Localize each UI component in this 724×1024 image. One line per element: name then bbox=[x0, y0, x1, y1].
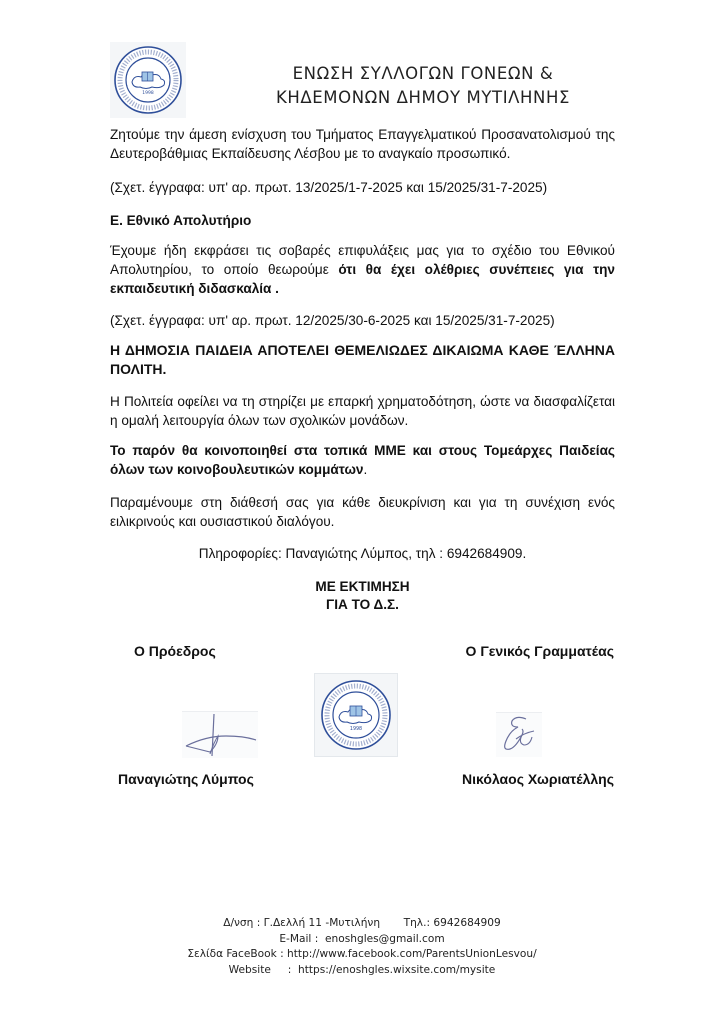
contact-info: Πληροφορίες: Παναγιώτης Λύμπος, τηλ : 6942684909. bbox=[198, 546, 527, 561]
signature-icon bbox=[496, 713, 542, 757]
president-name: Παναγιώτης Λύμπος bbox=[118, 771, 254, 787]
secretary-signature bbox=[496, 712, 542, 757]
seal-year: 1998 bbox=[349, 727, 363, 732]
p2-bold-text: ότι θα έχει ολέθριες συνέπειες για την εκπαιδευτική διδασκαλία . bbox=[110, 262, 615, 296]
org-name-line-2: ΚΗΔΕΜΟΝΩΝ ΔΗΜΟΥ ΜΥΤΙΛΗΝΗΣ bbox=[275, 88, 571, 107]
reference-1: (Σχετ. έγγραφα: υπ' αρ. πρωτ. 13/2025/1-7-2025 και 15/2025/31-7-2025) bbox=[110, 180, 548, 195]
org-name-line-1: ΕΝΩΣΗ ΣΥΛΛΟΓΩΝ ΓΟΝΕΩΝ & bbox=[292, 64, 554, 83]
signature-icon bbox=[182, 712, 258, 758]
footer-address: Δ/νση : Γ.Δελλή 11 -Μυτιλήνη Τηλ.: 6942684909 bbox=[223, 917, 501, 929]
organization-seal-stamp bbox=[314, 673, 398, 757]
secretary-role: Ο Γενικός Γραμματέας bbox=[465, 643, 614, 659]
p4-end: . bbox=[363, 462, 368, 477]
secretary-name: Νικόλαος Χωριατέλλης bbox=[462, 771, 614, 787]
president-signature bbox=[182, 711, 258, 758]
p2-normal-text: Έχουμε ήδη εκφράσει τις σοβαρές επιφυλάξεις μας για το σχέδιο του Εθνικού Απολυτηρίου, το οποίο θεωρούμε bbox=[110, 243, 615, 277]
footer-email[interactable]: E-Mail : enoshgles@gmail.com bbox=[279, 932, 445, 945]
organization-name bbox=[258, 62, 588, 110]
seal-icon bbox=[110, 42, 186, 118]
closing-block bbox=[110, 578, 615, 614]
paragraph-funding: Η Πολιτεία οφείλει να τη στηρίζει με επαρκή χρηματοδότηση, ώστε να διασφαλίζεται η ομαλή λειτουργία όλων των σχολικών μονάδων. bbox=[110, 394, 615, 428]
reference-2: (Σχετ. έγγραφα: υπ' αρ. πρωτ. 12/2025/30-6-2025 και 15/2025/31-7-2025) bbox=[110, 313, 555, 328]
closing-line-2: ΓΙΑ ΤΟ Δ.Σ. bbox=[326, 597, 399, 612]
paragraph-career-guidance: Ζητούμε την άμεση ενίσχυση του Τμήματος Επαγγελματικού Προσανατολισμού της Δευτεροβάθμιας Εκπαίδευσης Λέσβου με το αναγκαίο προσωπικό. bbox=[110, 127, 615, 161]
headline-public-education: Η ΔΗΜΟΣΙΑ ΠΑΙΔΕΙΑ ΑΠΟΤΕΛΕΙ ΘΕΜΕΛΙΩΔΕΣ ΔΙΚΑΙΩΜΑ ΚΑΘΕ ΈΛΛΗΝΑ ΠΟΛΙΤΗ. bbox=[110, 342, 615, 377]
footer-website[interactable]: Website : https://enoshgles.wixsite.com/mysite bbox=[228, 963, 496, 976]
paragraph-national-certificate bbox=[110, 241, 615, 298]
seal-icon bbox=[315, 674, 397, 756]
seal-year: 1998 bbox=[142, 91, 154, 96]
footer-facebook[interactable]: Σελίδα FaceBook : http://www.facebook.com/ParentsUnionLesvou/ bbox=[187, 948, 537, 960]
paragraph-dialogue: Παραμένουμε στη διάθεσή σας για κάθε διευκρίνιση και για τη συνέχιση ενός ειλικρινούς και ουσιαστικού διαλόγου. bbox=[110, 495, 615, 529]
section-e-title: Ε. Εθνικό Απολυτήριο bbox=[110, 213, 252, 228]
organization-seal-logo bbox=[110, 42, 186, 118]
paragraph-media-notice bbox=[110, 441, 615, 479]
president-role: Ο Πρόεδρος bbox=[134, 643, 216, 659]
closing-line-1: ΜΕ ΕΚΤΙΜΗΣΗ bbox=[315, 579, 410, 594]
p4-bold-text: Το παρόν θα κοινοποιηθεί στα τοπικά ΜΜΕ και στους Τομεάρχες Παιδείας όλων των κοινοβουλευτικών κομμάτων bbox=[110, 443, 615, 477]
footer-contact bbox=[150, 916, 574, 978]
